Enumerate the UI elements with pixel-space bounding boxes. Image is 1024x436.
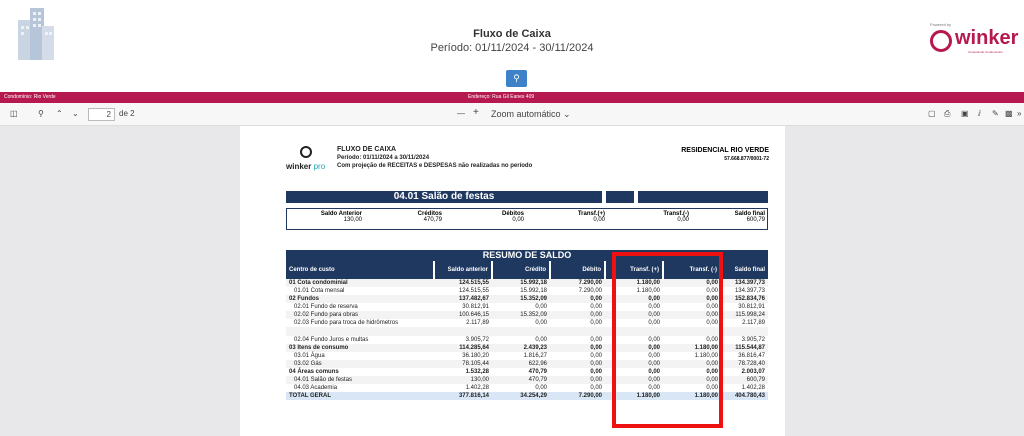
winker-powered: Powered by	[930, 22, 952, 27]
table-cell: 04.01 Salão de festas	[286, 376, 434, 384]
table-cell: 0,00	[590, 385, 602, 391]
table-cell: 15.992,18	[492, 279, 550, 287]
table-cell: 115.544,87	[721, 344, 768, 352]
table-cell: 7.290,00	[550, 392, 605, 400]
report-period: Período: 01/11/2024 - 30/11/2024	[430, 42, 594, 54]
table-cell: 78.728,40	[721, 360, 768, 368]
table-cell: 15.352,09	[492, 295, 550, 303]
table-cell: 1.402,28	[741, 385, 765, 391]
table-header: Transf. (-)	[663, 261, 721, 279]
info-bar	[0, 92, 1024, 103]
winker-pro-suffix: pro	[313, 162, 326, 171]
table-cell: 0,00	[590, 369, 602, 375]
table-cell: 130,00	[434, 376, 492, 384]
text-tool-icon[interactable]: ⅈ	[978, 109, 981, 118]
residential-cnpj: 57.668.877/0001-72	[724, 156, 769, 162]
chevron-down-icon: ⌄	[563, 109, 571, 119]
winker-tagline: Conectando Condomínios	[968, 50, 1003, 54]
table-cell: 0,00	[663, 311, 721, 319]
table-cell: 404.780,43	[721, 392, 768, 400]
winker-brand: winker	[955, 27, 1019, 49]
table-cell: 0,00	[663, 279, 721, 287]
table-cell: 02.03 Fundo para troca de hidrômetros	[294, 320, 399, 326]
previous-page-icon[interactable]: ⌃	[56, 109, 63, 118]
table-cell: 600,79	[721, 376, 768, 384]
table-cell: TOTAL GERAL	[286, 392, 434, 400]
next-page-icon[interactable]: ⌄	[72, 109, 79, 118]
zoom-value: Zoom automático	[491, 109, 561, 119]
table-cell: 0,00	[605, 295, 663, 303]
zoom-select[interactable]	[488, 107, 580, 122]
summary-value: 470,79	[423, 217, 442, 223]
find-icon[interactable]: ⚲	[38, 109, 44, 118]
section-block-3	[638, 191, 768, 203]
report-header	[0, 0, 1024, 92]
table-cell: 2.003,07	[741, 369, 765, 375]
doc-heading: FLUXO DE CAIXA	[337, 146, 397, 153]
table-cell: 1.180,00	[636, 288, 660, 294]
table-cell: 30.812,91	[738, 304, 765, 310]
condominio-label: Condomínio: Rio Verde	[4, 94, 56, 100]
table-header: Débito	[550, 261, 605, 279]
table-cell	[492, 327, 550, 336]
section-header	[286, 191, 768, 205]
table-cell: 0,00	[648, 385, 660, 391]
doc-period: Período: 01/11/2024 a 30/11/2024	[337, 155, 430, 161]
table-cell: 04 Áreas comuns	[289, 369, 339, 375]
table-cell: 0,00	[648, 353, 660, 359]
sidebar-toggle-icon[interactable]: ◫	[10, 109, 18, 118]
table-cell: 0,00	[648, 369, 660, 375]
image-icon[interactable]: ▩	[1005, 109, 1013, 118]
more-tools-icon[interactable]: »	[1017, 109, 1022, 118]
table-cell: 02 Fundos	[286, 295, 434, 303]
table-cell	[550, 327, 605, 336]
table-cell: 2.117,89	[466, 320, 489, 326]
table-cell: 7.290,00	[578, 288, 602, 294]
page-number-input[interactable]: 2	[88, 108, 115, 121]
table-cell: 134.397,73	[734, 288, 765, 294]
table-cell: 377.816,14	[434, 392, 492, 400]
table-cell: 2.117,89	[742, 320, 765, 326]
table-cell: 0,00	[550, 295, 605, 303]
table-cell	[721, 327, 768, 336]
table-cell: 2.439,23	[492, 344, 550, 352]
report-title: Fluxo de Caixa	[473, 28, 551, 40]
summary-header: Débitos	[501, 211, 524, 217]
search-icon: ⚲	[513, 73, 520, 83]
table-cell: 0,00	[535, 320, 547, 326]
table-cell: 30.812,91	[462, 304, 489, 310]
table-cell: 0,00	[706, 304, 718, 310]
doc-note: Com projeção de RECEITAS e DESPESAS não realizadas no período	[337, 163, 533, 169]
winker-icon	[930, 30, 952, 52]
winker-pro-text: winker	[286, 162, 312, 171]
table-cell: 04.03 Academia	[294, 385, 338, 391]
table-cell: 0,00	[550, 376, 605, 384]
zoom-in-button[interactable]: +	[473, 107, 479, 118]
table-cell: 36.816,47	[738, 353, 765, 359]
table-cell: 0,00	[663, 360, 721, 368]
winker-logo	[930, 22, 1020, 56]
winker-pro-logo	[286, 146, 326, 176]
table-header: Saldo anterior	[434, 261, 492, 279]
table-cell: 0,00	[535, 337, 547, 343]
table-cell: 0,00	[706, 320, 718, 326]
table-cell: 0,00	[590, 353, 602, 359]
table-cell: 01 Cota condominial	[286, 279, 434, 287]
table-cell: 0,00	[648, 320, 660, 326]
table-cell: 1.180,00	[605, 279, 663, 287]
print-icon[interactable]: ⎙	[944, 109, 951, 118]
table-cell: 100.646,15	[434, 311, 492, 319]
summary-value: 0,00	[593, 217, 605, 223]
table-header: Transf. (+)	[605, 261, 663, 279]
table-cell: 1.180,00	[663, 392, 721, 400]
summary-header: Créditos	[417, 211, 442, 217]
table-cell: 134.397,73	[721, 279, 768, 287]
table-cell: 02.01 Fundo de reserva	[294, 304, 358, 310]
table-cell: 78.105,44	[434, 360, 492, 368]
table-cell: 0,00	[706, 288, 718, 294]
pdf-toolbar	[0, 103, 1024, 126]
summary-value: 600,79	[746, 217, 765, 223]
table-cell: 0,00	[590, 337, 602, 343]
section-block-2	[606, 191, 634, 203]
table-cell: 0,00	[605, 360, 663, 368]
table-cell: 0,00	[550, 311, 605, 319]
table-cell: 0,00	[648, 337, 660, 343]
table-cell: 03.01 Água	[294, 353, 325, 359]
draw-icon[interactable]: ✎	[992, 109, 999, 118]
table-cell: 0,00	[590, 304, 602, 310]
table-cell: 0,00	[706, 337, 718, 343]
summary-header: Saldo final	[734, 211, 765, 217]
doc-residential	[681, 146, 769, 164]
table-cell: 0,00	[605, 344, 663, 352]
table-cell: 470,79	[492, 376, 550, 384]
table-cell: 137.482,67	[434, 295, 492, 303]
summary-value: 130,00	[343, 217, 362, 223]
table-header: Crédito	[492, 261, 550, 279]
table-cell: 15.352,09	[492, 311, 550, 319]
table-cell: 15.992,18	[520, 288, 547, 294]
table-cell: 3.905,72	[465, 337, 489, 343]
table-cell	[286, 327, 434, 336]
table-cell: 1.816,27	[523, 353, 547, 359]
report-title-block	[0, 28, 1024, 54]
table-cell: 1.180,00	[605, 392, 663, 400]
table-cell: 01.01 Cota mensal	[294, 288, 345, 294]
table-cell: 3.905,72	[741, 337, 765, 343]
table-cell: 0,00	[550, 360, 605, 368]
save-icon[interactable]: ▣	[961, 109, 969, 118]
table-header: Saldo final	[721, 261, 768, 279]
page-total: de 2	[119, 109, 135, 118]
resumo-title: RESUMO DE SALDO	[286, 250, 768, 261]
search-button[interactable]	[506, 70, 527, 87]
doc-header	[337, 146, 532, 170]
table-cell: 03.02 Gás	[286, 360, 434, 368]
winker-pro-icon	[300, 146, 312, 158]
table-cell: 114.285,64	[434, 344, 492, 352]
table-cell: 02.04 Fundo Juros e multas	[294, 337, 369, 343]
section-summary	[286, 208, 768, 230]
section-title: 04.01 Salão de festas	[286, 191, 602, 203]
table-cell: 124.515,55	[434, 279, 492, 287]
table-cell: 7.290,00	[550, 279, 605, 287]
residential-name: RESIDENCIAL RIO VERDE	[681, 147, 769, 154]
table-cell: 0,00	[706, 369, 718, 375]
table-cell: 115.998,24	[721, 311, 768, 319]
table-cell: 0,00	[535, 385, 547, 391]
table-cell: 0,00	[706, 385, 718, 391]
summary-header: Transf.(+)	[577, 211, 605, 217]
table-cell: 0,00	[605, 311, 663, 319]
table-cell: 124.515,55	[458, 288, 489, 294]
summary-value: 0,00	[512, 217, 524, 223]
table-cell: 1.532,28	[465, 369, 489, 375]
table-header: Centro de custo	[286, 261, 434, 279]
zoom-out-button[interactable]: —	[457, 109, 465, 118]
table-cell: 0,00	[590, 320, 602, 326]
table-cell: 02.02 Fundo para obras	[286, 311, 434, 319]
table-cell	[434, 327, 492, 336]
table-cell: 0,00	[550, 344, 605, 352]
table-cell: 470,79	[528, 369, 547, 375]
table-cell: 1.402,28	[465, 385, 489, 391]
endereco-label: Endereço: Rua Gil Eanes 409	[468, 94, 535, 100]
table-cell: 0,00	[663, 295, 721, 303]
table-cell: 03 Itens de consumo	[286, 344, 434, 352]
summary-header: Saldo Anterior	[320, 211, 362, 217]
present-icon[interactable]: ▢	[928, 109, 936, 118]
table-cell: 36.180,20	[462, 353, 489, 359]
table-cell: 1.180,00	[663, 344, 721, 352]
table-cell: 34.254,29	[492, 392, 550, 400]
table-cell: 0,00	[535, 304, 547, 310]
table-cell: 152.834,76	[721, 295, 768, 303]
table-cell: 0,00	[663, 376, 721, 384]
summary-header: Transf.(-)	[663, 211, 689, 217]
highlight-box	[612, 252, 723, 428]
table-cell: 622,96	[492, 360, 550, 368]
pdf-viewer[interactable]	[0, 126, 1024, 436]
table-cell: 0,00	[648, 304, 660, 310]
table-cell: 1.180,00	[694, 353, 718, 359]
summary-value: 0,00	[677, 217, 689, 223]
table-cell: 0,00	[605, 376, 663, 384]
